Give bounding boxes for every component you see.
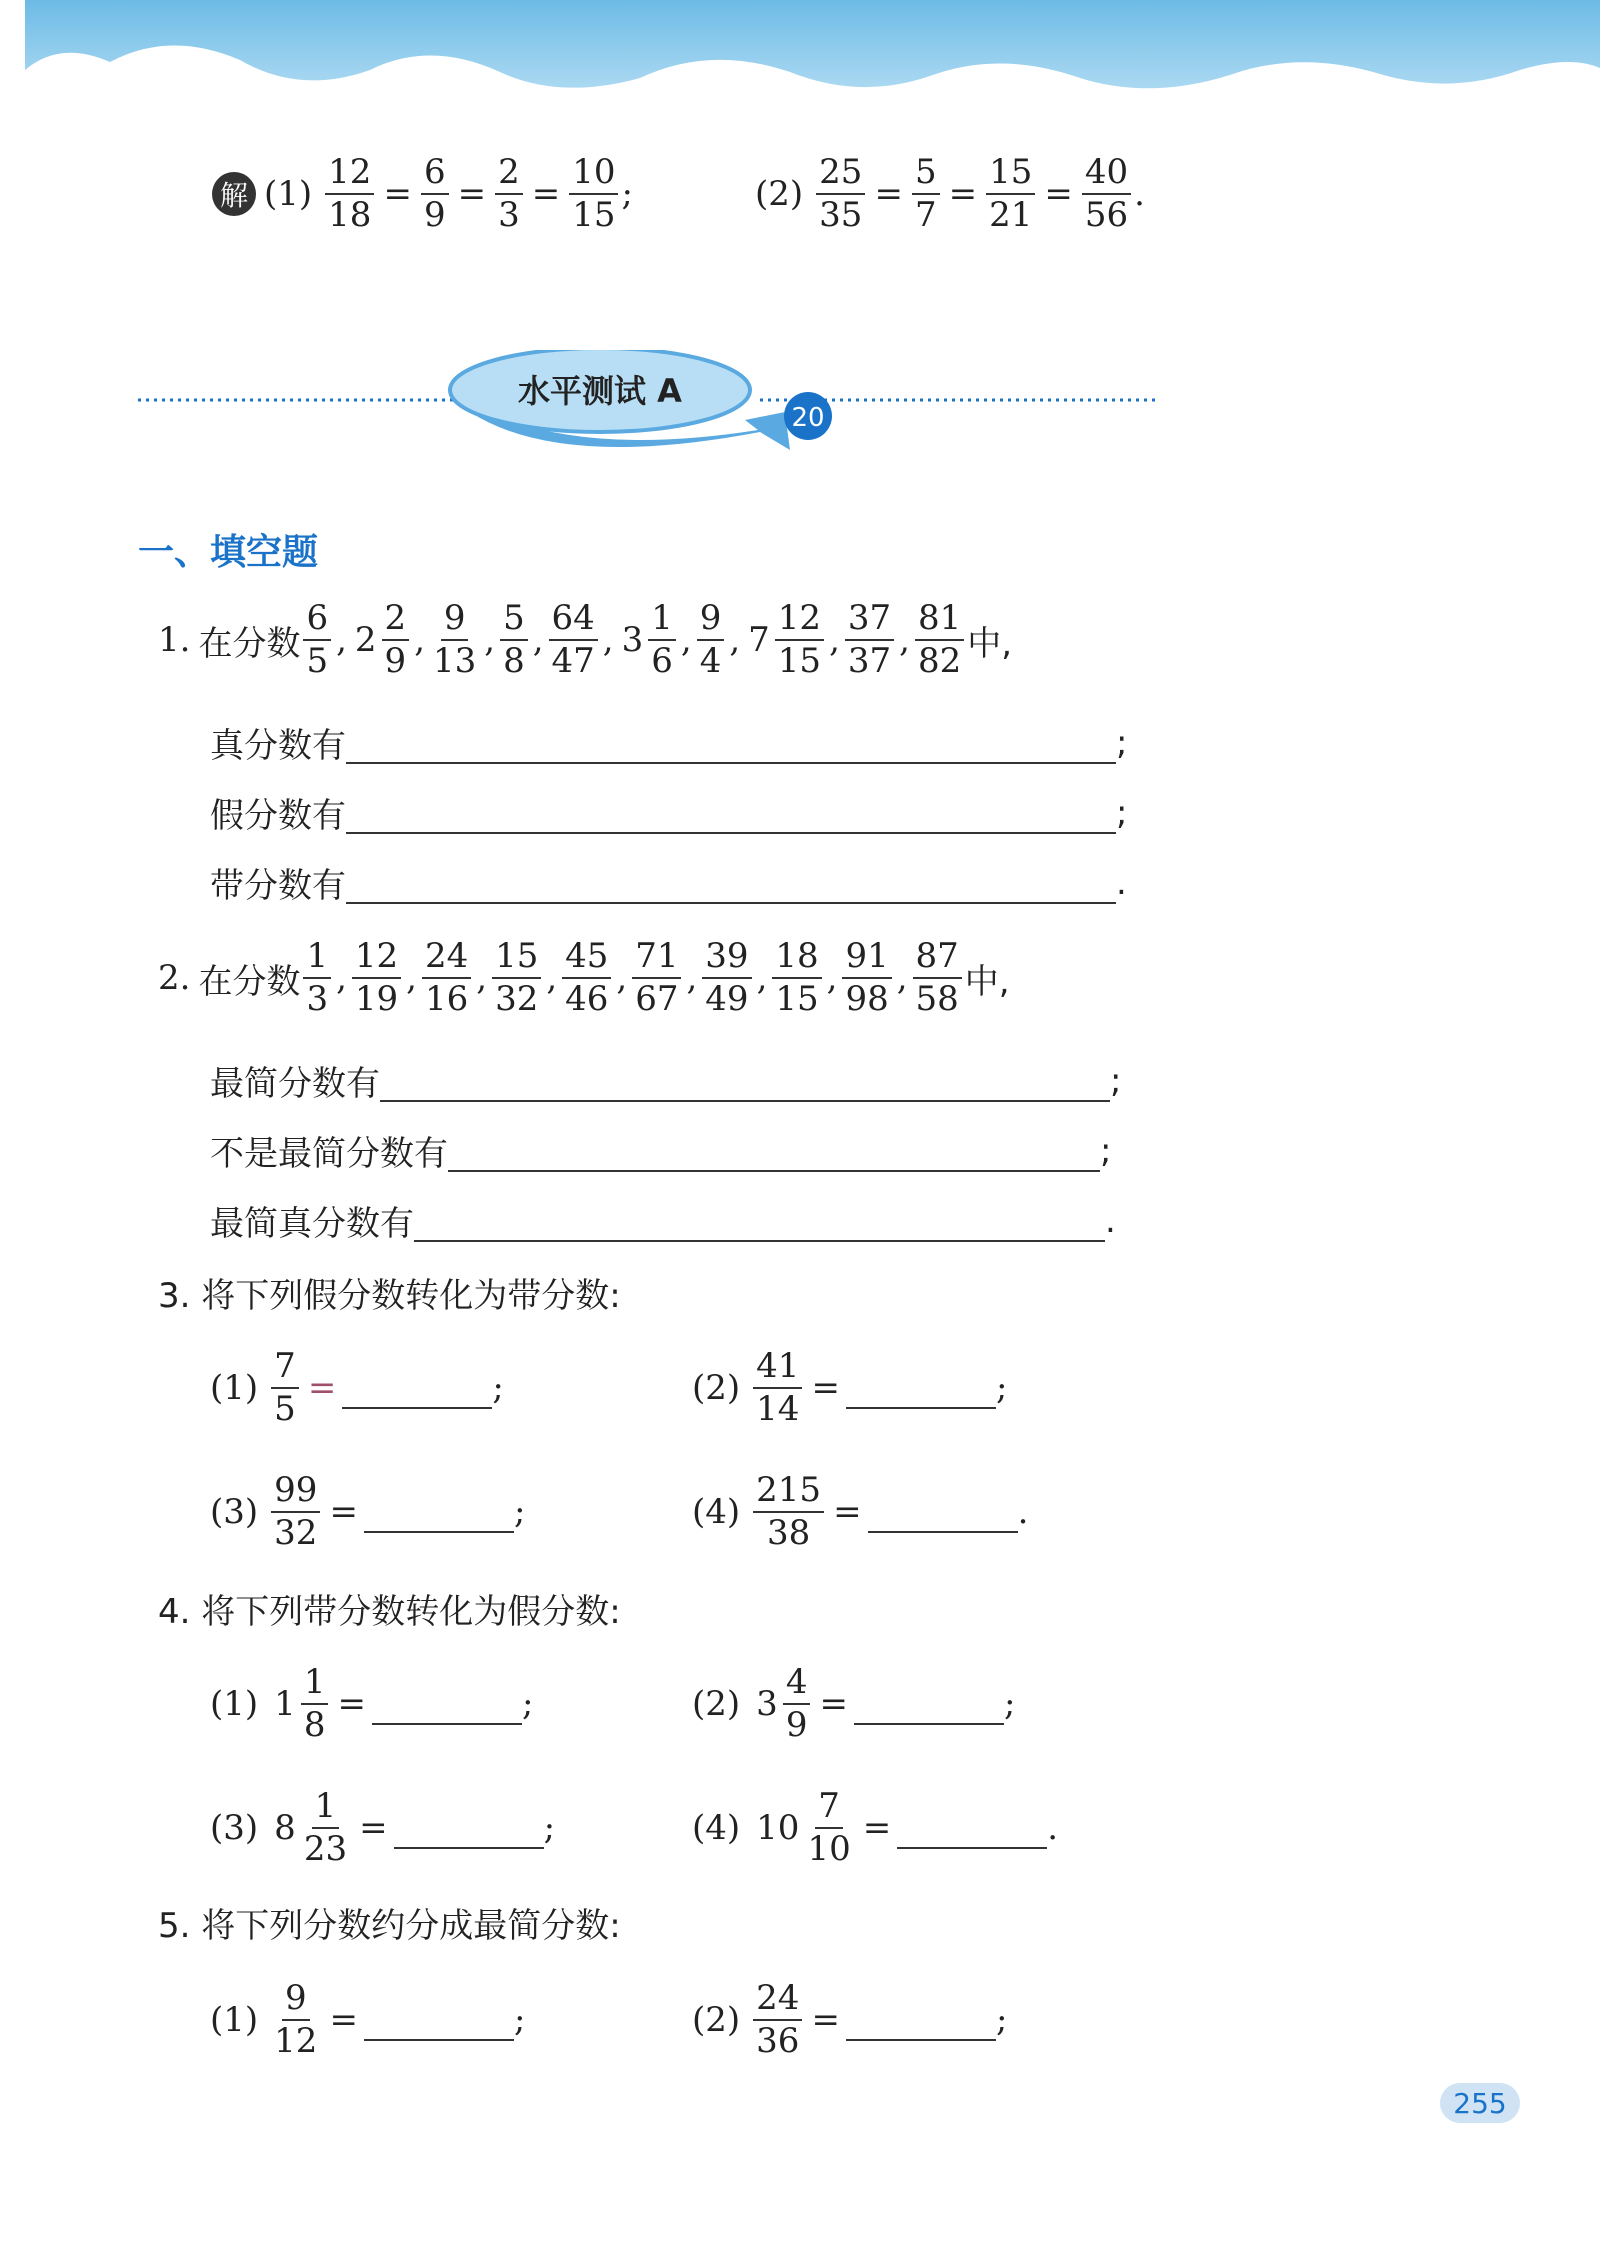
equals-sign: = bbox=[874, 174, 903, 215]
denominator: 9 bbox=[423, 195, 446, 236]
answer-label: 假分数有 bbox=[210, 796, 346, 836]
solution-part-label: (2) bbox=[755, 174, 804, 215]
equals-sign: = bbox=[948, 174, 978, 215]
punctuation: ; bbox=[1116, 722, 1128, 763]
denominator: 10 bbox=[807, 1829, 851, 1870]
equals-sign: = bbox=[359, 1808, 388, 1849]
fraction bbox=[804, 1788, 853, 1869]
equals-sign: = bbox=[383, 174, 412, 215]
numerator: 1 bbox=[312, 1788, 340, 1829]
q3-part-3 bbox=[210, 1472, 525, 1553]
numerator: 1 bbox=[648, 600, 676, 641]
punctuation: ; bbox=[995, 2000, 1008, 2041]
fraction bbox=[271, 1348, 299, 1429]
sky-banner bbox=[0, 0, 1600, 130]
q4-part-2 bbox=[692, 1664, 1015, 1745]
denominator: 4 bbox=[699, 641, 722, 682]
whole-part: 10 bbox=[756, 1808, 800, 1849]
numerator: 15 bbox=[986, 154, 1035, 195]
numerator: 5 bbox=[912, 154, 940, 195]
fraction bbox=[325, 154, 374, 235]
denominator: 13 bbox=[433, 641, 477, 682]
punctuation: ; bbox=[995, 1368, 1008, 1409]
answer-label: 不是最简分数有 bbox=[210, 1134, 448, 1174]
q4-part-3 bbox=[210, 1788, 555, 1869]
numerator: 10 bbox=[569, 154, 618, 195]
punctuation: ; bbox=[1003, 1684, 1016, 1725]
whole-part: 2 bbox=[354, 620, 377, 661]
q5-part-2 bbox=[692, 1980, 1007, 2061]
fraction bbox=[271, 1472, 320, 1553]
fraction bbox=[697, 600, 725, 681]
question-prefix: 在分数 bbox=[198, 623, 301, 664]
numerator: 37 bbox=[845, 600, 894, 641]
denominator: 5 bbox=[274, 1389, 296, 1430]
fraction bbox=[301, 1788, 350, 1869]
equals-sign: = bbox=[811, 2000, 840, 2041]
numerator: 6 bbox=[421, 154, 449, 195]
fraction bbox=[775, 600, 824, 681]
denominator: 32 bbox=[274, 1513, 318, 1554]
answer-label: 带分数有 bbox=[210, 866, 346, 906]
equals-sign: = bbox=[833, 1492, 862, 1533]
denominator: 37 bbox=[847, 641, 892, 682]
fraction bbox=[422, 938, 471, 1019]
numerator: 12 bbox=[775, 600, 824, 641]
answer-blank[interactable] bbox=[854, 1683, 1004, 1725]
punctuation: ; bbox=[513, 1492, 526, 1533]
question-number: 1. bbox=[158, 620, 191, 661]
numerator: 18 bbox=[772, 938, 821, 979]
denominator: 19 bbox=[354, 979, 399, 1020]
punctuation: . bbox=[1105, 1200, 1116, 1241]
answer-line-improper-fractions bbox=[210, 788, 1127, 837]
part-label: (3) bbox=[210, 1492, 259, 1533]
denominator: 8 bbox=[303, 1705, 326, 1746]
banner-number: 20 bbox=[791, 403, 825, 433]
numerator: 81 bbox=[915, 600, 964, 641]
denominator: 8 bbox=[503, 641, 525, 682]
part-label: (2) bbox=[692, 1684, 741, 1725]
answer-label: 最简真分数有 bbox=[210, 1204, 414, 1244]
question-3-title: 3. 将下列假分数转化为带分数: bbox=[158, 1276, 621, 1316]
answer-blank[interactable] bbox=[346, 792, 1116, 834]
answer-blank[interactable] bbox=[868, 1491, 1018, 1533]
fraction bbox=[421, 154, 449, 235]
punctuation: ; bbox=[492, 1368, 504, 1409]
numerator: 24 bbox=[753, 1980, 802, 2021]
part-label: (1) bbox=[210, 2000, 259, 2041]
denominator: 46 bbox=[565, 979, 609, 1020]
fraction bbox=[562, 938, 611, 1019]
numerator: 1 bbox=[301, 1664, 329, 1705]
whole-part: 7 bbox=[748, 620, 770, 661]
equals-sign: = bbox=[811, 1368, 840, 1409]
numerator: 45 bbox=[562, 938, 611, 979]
numerator: 87 bbox=[913, 938, 962, 979]
punctuation: ; bbox=[513, 2000, 526, 2041]
answer-line-proper-fractions bbox=[210, 718, 1127, 767]
q4-part-4 bbox=[692, 1788, 1058, 1869]
fraction bbox=[816, 154, 865, 235]
fraction bbox=[271, 1980, 320, 2061]
part-label: (1) bbox=[210, 1368, 259, 1409]
denominator: 15 bbox=[572, 195, 616, 236]
question-4-title: 4. 将下列带分数转化为假分数: bbox=[158, 1592, 621, 1632]
question-2: 2. 在分数 $\frac{1}{3}$ , $\frac{12}{19}$ , $\frac{24}{16}$ , $\frac{15}{32}$ , $\frac{45}{46}$ , $\frac{71}{67}$ , $\frac{39}{49}$ , $\frac{18}{15}$ , $\frac{91}{98}$ , $\frac{87}{58}$ 中, bbox=[158, 936, 1010, 1020]
denominator: 9 bbox=[384, 641, 407, 682]
numerator: 12 bbox=[325, 154, 374, 195]
numerator: 15 bbox=[492, 938, 541, 979]
fraction bbox=[632, 938, 681, 1019]
answer-blank[interactable] bbox=[897, 1807, 1047, 1849]
punctuation: . bbox=[1134, 174, 1145, 215]
numerator: 2 bbox=[382, 600, 410, 641]
denominator: 15 bbox=[777, 641, 822, 682]
equals-sign: = bbox=[819, 1684, 848, 1725]
answer-blank[interactable] bbox=[364, 1999, 514, 2041]
punctuation: . bbox=[1116, 862, 1127, 903]
denominator: 67 bbox=[635, 979, 679, 1020]
answer-blank[interactable] bbox=[846, 1999, 996, 2041]
solution-part-label: (1) bbox=[264, 174, 313, 215]
fraction bbox=[492, 938, 541, 1019]
fraction bbox=[549, 600, 598, 681]
numerator: 6 bbox=[303, 600, 331, 641]
q5-part-1 bbox=[210, 1980, 525, 2061]
answer-blank[interactable] bbox=[380, 1060, 1110, 1102]
equals-sign: = bbox=[862, 1808, 892, 1849]
whole-part: 1 bbox=[274, 1684, 296, 1725]
fraction bbox=[753, 1472, 824, 1553]
answer-blank[interactable] bbox=[342, 1367, 492, 1409]
denominator: 32 bbox=[495, 979, 539, 1020]
answer-line-mixed-numbers bbox=[210, 858, 1127, 907]
denominator: 36 bbox=[756, 2021, 800, 2062]
solution-row-2 bbox=[755, 154, 1145, 235]
fraction bbox=[303, 600, 331, 681]
part-label: (4) bbox=[692, 1492, 741, 1533]
fraction bbox=[912, 154, 940, 235]
question-suffix: 中, bbox=[964, 961, 1010, 1002]
answer-blank[interactable] bbox=[346, 722, 1116, 764]
denominator: 14 bbox=[756, 1389, 800, 1430]
punctuation: . bbox=[1047, 1808, 1059, 1849]
fraction bbox=[842, 938, 891, 1019]
fraction bbox=[1082, 154, 1131, 235]
answer-line-simplest-proper bbox=[210, 1196, 1116, 1245]
fraction bbox=[569, 154, 618, 235]
numerator: 2 bbox=[495, 154, 523, 195]
denominator: 3 bbox=[306, 979, 329, 1020]
answer-blank[interactable] bbox=[364, 1491, 514, 1533]
fraction bbox=[986, 154, 1035, 235]
punctuation: ; bbox=[621, 174, 633, 215]
section-heading: 一、填空题 bbox=[138, 532, 319, 573]
numerator: 99 bbox=[271, 1472, 320, 1513]
denominator: 21 bbox=[989, 195, 1033, 236]
banner-title: 水平测试 A bbox=[518, 372, 682, 410]
equals-sign: = bbox=[329, 2000, 358, 2041]
answer-line-not-simplest bbox=[210, 1126, 1111, 1175]
whole-part: 8 bbox=[274, 1808, 296, 1849]
fraction bbox=[753, 1348, 802, 1429]
denominator: 47 bbox=[551, 641, 595, 682]
q4-part-1 bbox=[210, 1664, 533, 1745]
punctuation: . bbox=[1017, 1492, 1029, 1533]
test-banner bbox=[0, 350, 1600, 470]
denominator: 9 bbox=[785, 1705, 808, 1746]
equals-sign: = bbox=[337, 1684, 366, 1725]
part-label: (2) bbox=[692, 1368, 741, 1409]
solution-row-1 bbox=[212, 154, 633, 235]
fraction bbox=[702, 938, 751, 1019]
fraction bbox=[753, 1980, 802, 2061]
denominator: 23 bbox=[303, 1829, 348, 1870]
answer-blank[interactable] bbox=[346, 862, 1116, 904]
numerator: 9 bbox=[697, 600, 725, 641]
equals-sign: = bbox=[1044, 174, 1073, 215]
numerator: 40 bbox=[1082, 154, 1131, 195]
numerator: 9 bbox=[282, 1980, 310, 2021]
question-number: 2. bbox=[158, 958, 191, 999]
denominator: 58 bbox=[915, 979, 959, 1020]
question-suffix: 中, bbox=[967, 623, 1013, 664]
fraction bbox=[430, 600, 479, 681]
fraction bbox=[382, 600, 410, 681]
punctuation: ; bbox=[521, 1684, 534, 1725]
part-label: (4) bbox=[692, 1808, 741, 1849]
answer-label: 真分数有 bbox=[210, 726, 346, 766]
fraction bbox=[495, 154, 523, 235]
equals-sign: = bbox=[307, 1368, 337, 1409]
numerator: 215 bbox=[753, 1472, 824, 1513]
numerator: 9 bbox=[441, 600, 469, 641]
numerator: 4 bbox=[783, 1664, 811, 1705]
punctuation: ; bbox=[1100, 1130, 1112, 1171]
solution-badge: 解 bbox=[212, 172, 256, 216]
q3-part-2 bbox=[692, 1348, 1007, 1429]
numerator: 12 bbox=[352, 938, 401, 979]
denominator: 18 bbox=[328, 195, 372, 236]
denominator: 5 bbox=[306, 641, 329, 682]
fraction bbox=[915, 600, 964, 681]
denominator: 16 bbox=[424, 979, 469, 1020]
q3-part-4 bbox=[692, 1472, 1028, 1553]
punctuation: ; bbox=[1116, 792, 1128, 833]
answer-line-simplest-fractions bbox=[210, 1056, 1121, 1105]
answer-blank[interactable] bbox=[448, 1130, 1100, 1172]
fraction bbox=[301, 1664, 329, 1745]
denominator: 56 bbox=[1084, 195, 1129, 236]
equals-sign: = bbox=[531, 174, 561, 215]
denominator: 12 bbox=[274, 2021, 318, 2062]
page-number: 255 bbox=[1440, 2083, 1520, 2123]
numerator: 24 bbox=[422, 938, 471, 979]
q3-part-1 bbox=[210, 1348, 504, 1429]
numerator: 25 bbox=[816, 154, 865, 195]
fraction bbox=[648, 600, 676, 681]
part-label: (3) bbox=[210, 1808, 259, 1849]
numerator: 91 bbox=[842, 938, 891, 979]
fraction bbox=[303, 938, 331, 1019]
answer-blank[interactable] bbox=[394, 1807, 544, 1849]
fraction bbox=[845, 600, 894, 681]
question-5-title: 5. 将下列分数约分成最简分数: bbox=[158, 1906, 621, 1946]
fraction bbox=[913, 938, 962, 1019]
question-prefix: 在分数 bbox=[198, 961, 301, 1002]
equals-sign: = bbox=[457, 174, 487, 215]
denominator: 82 bbox=[917, 641, 962, 682]
answer-label: 最简分数有 bbox=[210, 1064, 380, 1104]
numerator: 64 bbox=[549, 600, 598, 641]
whole-part: 3 bbox=[621, 620, 644, 661]
answer-blank[interactable] bbox=[372, 1683, 522, 1725]
numerator: 7 bbox=[271, 1348, 299, 1389]
numerator: 39 bbox=[702, 938, 751, 979]
denominator: 98 bbox=[845, 979, 889, 1020]
denominator: 6 bbox=[651, 641, 673, 682]
numerator: 7 bbox=[815, 1788, 843, 1829]
fraction bbox=[500, 600, 528, 681]
denominator: 3 bbox=[498, 195, 520, 236]
part-label: (1) bbox=[210, 1684, 259, 1725]
answer-blank[interactable] bbox=[846, 1367, 996, 1409]
fraction bbox=[783, 1664, 811, 1745]
denominator: 38 bbox=[766, 1513, 811, 1554]
answer-blank[interactable] bbox=[414, 1200, 1105, 1242]
numerator: 5 bbox=[500, 600, 528, 641]
numerator: 41 bbox=[753, 1348, 802, 1389]
punctuation: ; bbox=[1110, 1060, 1122, 1101]
denominator: 7 bbox=[914, 195, 937, 236]
punctuation: ; bbox=[543, 1808, 556, 1849]
fraction bbox=[352, 938, 401, 1019]
question-1: 1. 在分数 $\frac{6}{5}$ , 2 $\frac{2}{9}$ , $\frac{9}{13}$ , $\frac{5}{8}$ , $\frac{64}{47}$ , 3 $\frac{1}{6}$ , $\frac{9}{4}$ , 7 $\frac{12}{15}$ , $\frac{37}{37}$ , $\frac{81}{82}$ 中, bbox=[158, 598, 1013, 682]
whole-part: 3 bbox=[756, 1684, 778, 1725]
fraction bbox=[772, 938, 821, 1019]
denominator: 15 bbox=[775, 979, 819, 1020]
denominator: 35 bbox=[819, 195, 863, 236]
numerator: 1 bbox=[303, 938, 331, 979]
part-label: (2) bbox=[692, 2000, 741, 2041]
numerator: 71 bbox=[632, 938, 681, 979]
equals-sign: = bbox=[329, 1492, 358, 1533]
denominator: 49 bbox=[705, 979, 749, 1020]
